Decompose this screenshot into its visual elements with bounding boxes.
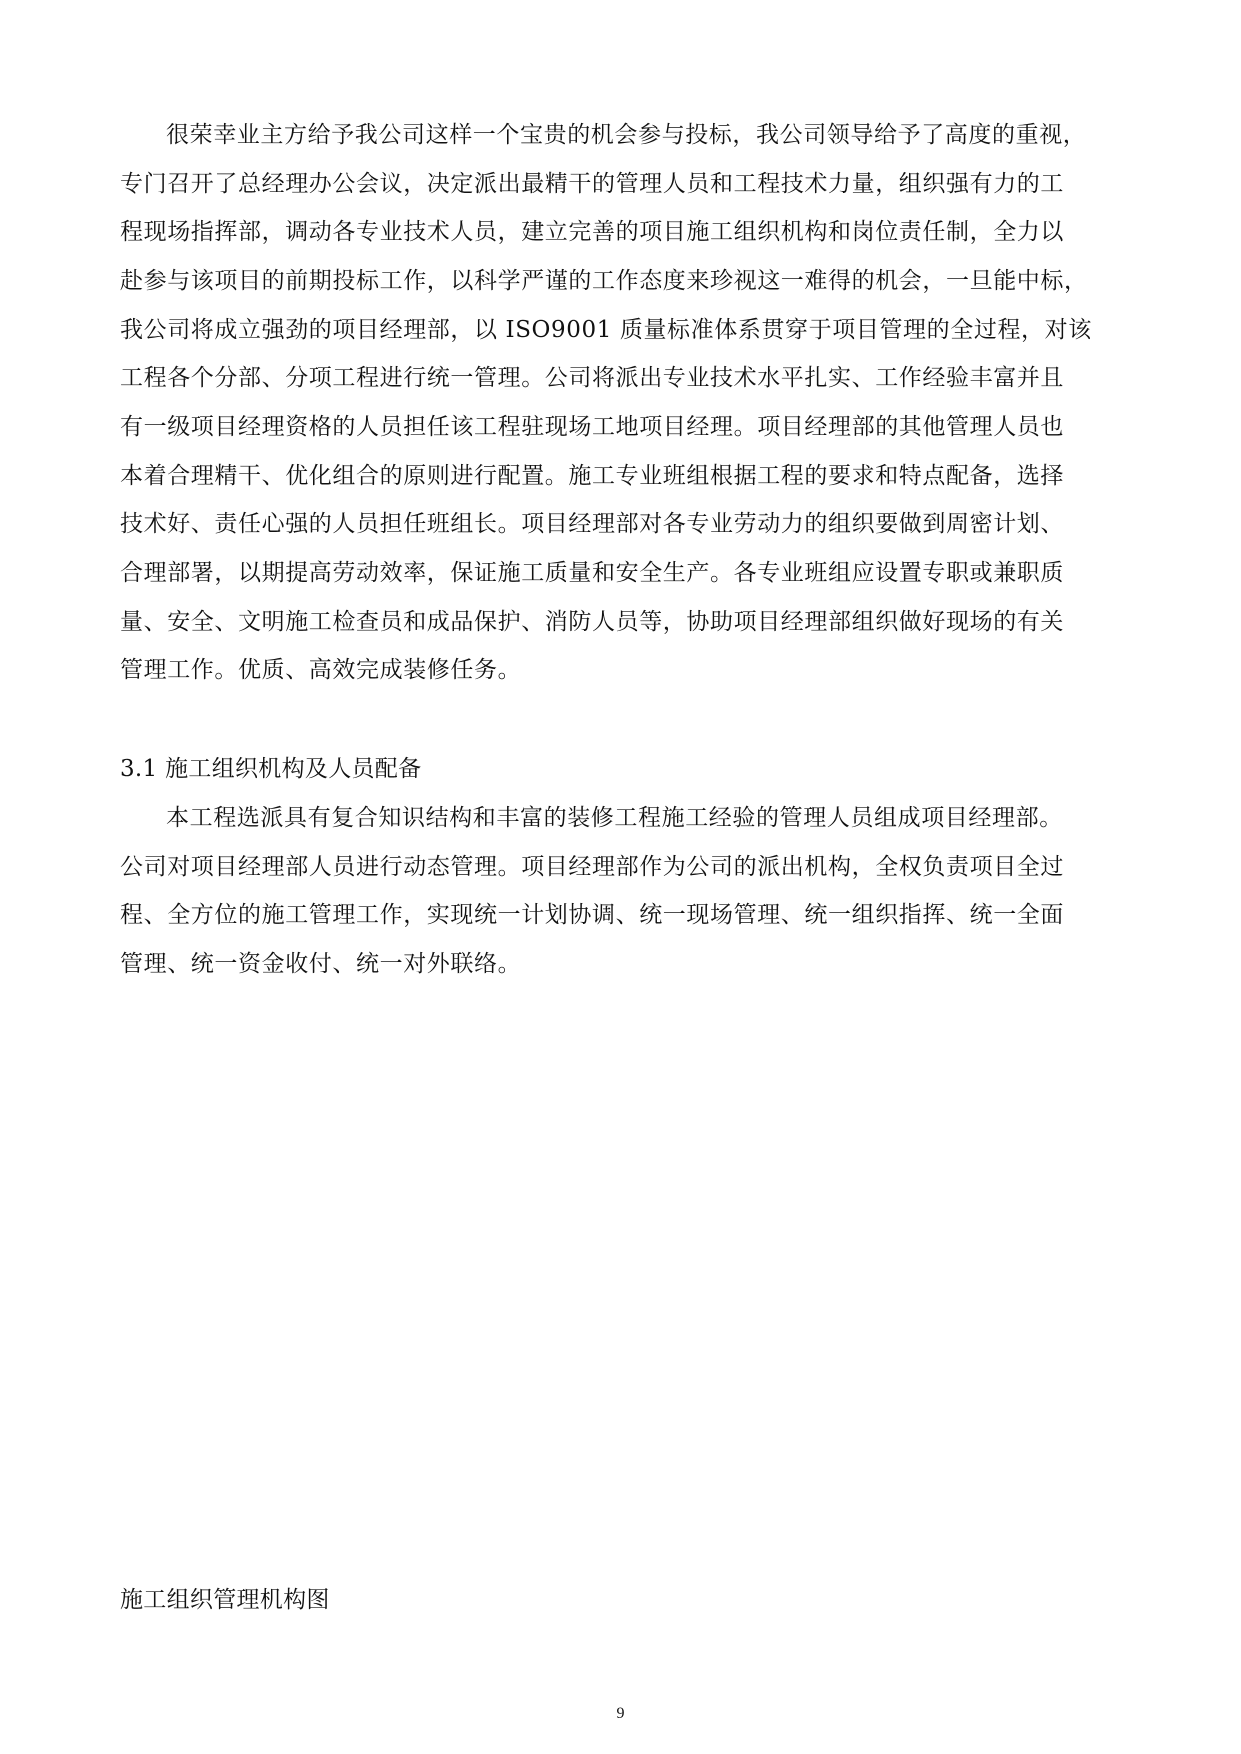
paragraph-line: 赴参与该项目的前期投标工作，以科学严谨的工作态度来珍视这一难得的机会，一旦能中标， — [120, 268, 1088, 294]
paragraph-line: 管理、统一资金收付、统一对外联络。 — [120, 951, 522, 977]
paragraph-line: 公司对项目经理部人员进行动态管理。项目经理部作为公司的派出机构，全权负责项目全过 — [120, 854, 1064, 880]
figure-caption: 施工组织管理机构图 — [120, 1587, 330, 1613]
paragraph-line: 程、全方位的施工管理工作，实现统一计划协调、统一现场管理、统一组织指挥、统一全面 — [120, 902, 1064, 928]
paragraph-line: 合理部署，以期提高劳动效率，保证施工质量和安全生产。各专业班组应设置专职或兼职质 — [120, 560, 1064, 586]
page-number: 9 — [616, 1705, 625, 1722]
paragraph-line: 技术好、责任心强的人员担任班组长。项目经理部对各专业劳动力的组织要做到周密计划、 — [120, 511, 1064, 537]
paragraph-line: 量、安全、文明施工检查员和成品保护、消防人员等，协助项目经理部组织做好现场的有关 — [120, 609, 1064, 635]
section-heading: 3.1 施工组织机构及人员配备 — [120, 756, 422, 782]
paragraph-line: 程现场指挥部，调动各专业技术人员，建立完善的项目施工组织机构和岗位责任制，全力以 — [120, 219, 1064, 245]
paragraph-line: 工程各个分部、分项工程进行统一管理。公司将派出专业技术水平扎实、工作经验丰富并且 — [120, 365, 1064, 391]
paragraph-line: 我公司将成立强劲的项目经理部，以 ISO9001 质量标准体系贯穿于项目管理的全过程，对该 — [120, 317, 1092, 343]
paragraph-line: 本着合理精干、优化组合的原则进行配置。施工专业班组根据工程的要求和特点配备，选择 — [120, 463, 1064, 489]
paragraph-line: 管理工作。优质、高效完成装修任务。 — [120, 657, 522, 683]
paragraph-line: 专门召开了总经理办公会议，决定派出最精干的管理人员和工程技术力量，组织强有力的工 — [120, 171, 1064, 197]
paragraph-line: 本工程选派具有复合知识结构和丰富的装修工程施工经验的管理人员组成项目经理部。 — [166, 805, 1063, 831]
paragraph-line: 很荣幸业主方给予我公司这样一个宝贵的机会参与投标，我公司领导给予了高度的重视， — [166, 122, 1087, 148]
paragraph-line: 有一级项目经理资格的人员担任该工程驻现场工地项目经理。项目经理部的其他管理人员也 — [120, 414, 1064, 440]
